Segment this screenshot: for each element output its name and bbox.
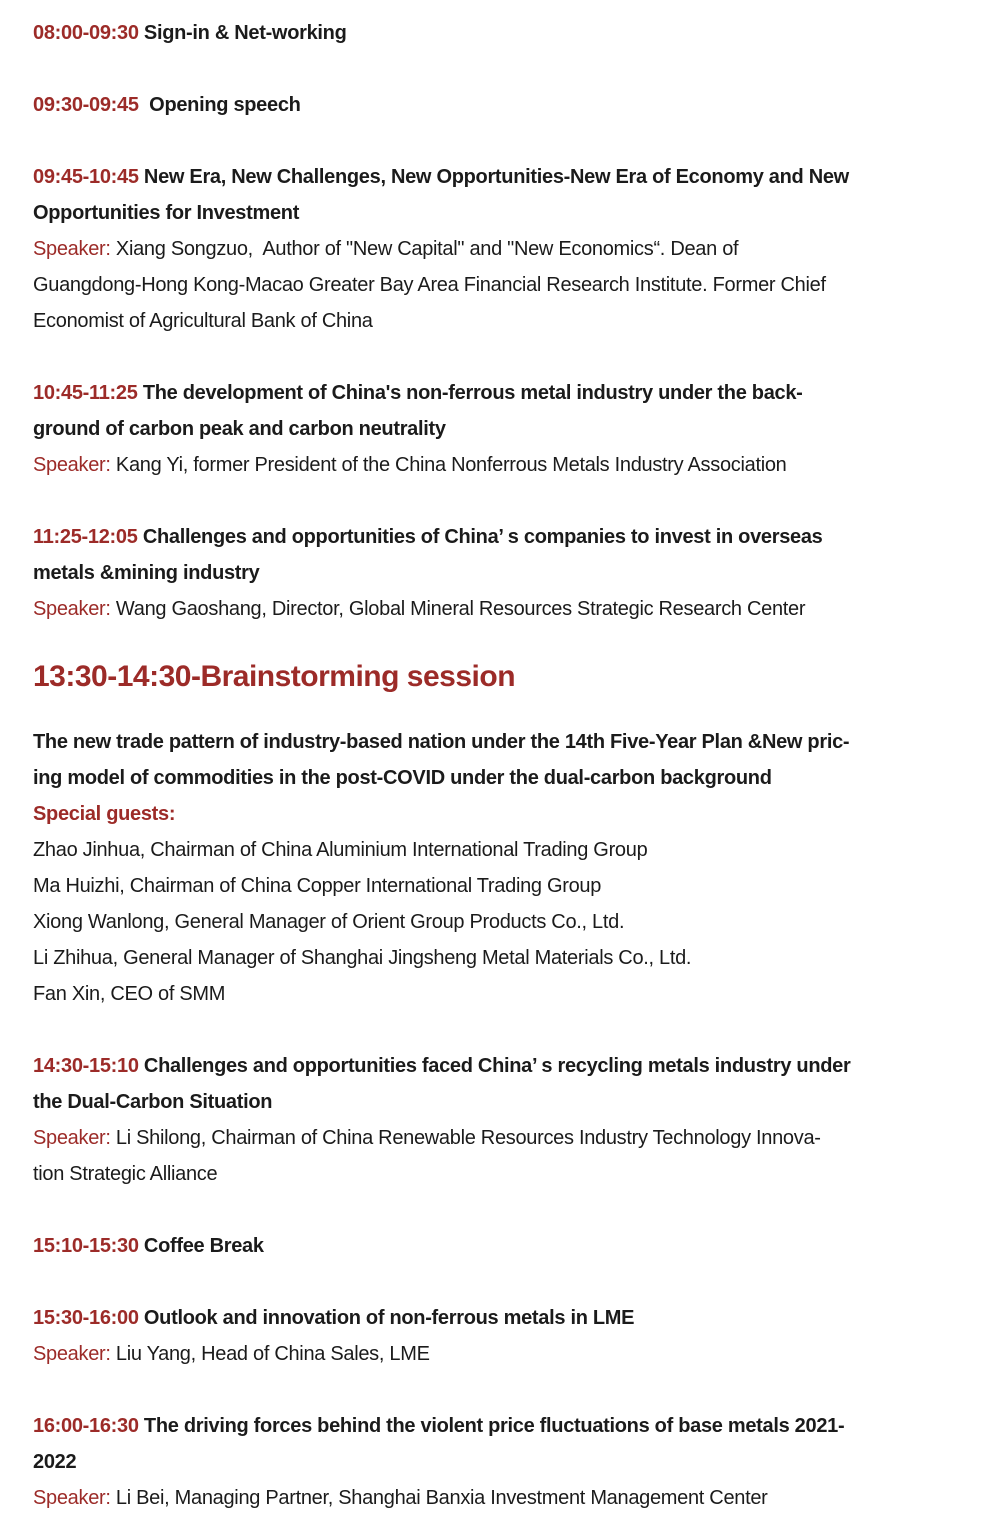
guest-name: Xiong Wanlong, General Manager of Orient Group Products Co., Ltd.	[33, 911, 625, 933]
session-time: 09:45-10:45	[33, 166, 139, 188]
agenda-line	[33, 267, 983, 303]
session-title-continued: ground of carbon peak and carbon neutrality	[33, 418, 446, 440]
speaker-text-continued: Guangdong-Hong Kong-Macao Greater Bay Area Financial Research Institute. Former Chief	[33, 274, 826, 296]
agenda-line	[33, 555, 983, 591]
agenda-line	[33, 724, 983, 760]
brainstorming-session	[33, 724, 983, 1012]
session-time: 08:00-09:30	[33, 22, 139, 44]
session-time: 16:00-16:30	[33, 1415, 139, 1437]
agenda-line	[33, 591, 983, 627]
session-topic: The new trade pattern of industry-based nation under the 14th Five-Year Plan &New pric-	[33, 731, 850, 753]
guest-name: Li Zhihua, General Manager of Shanghai Jingsheng Metal Materials Co., Ltd.	[33, 947, 692, 969]
brainstorming-section-heading	[33, 657, 983, 697]
agenda-line	[33, 231, 983, 267]
session-time: 11:25-12:05	[33, 526, 138, 548]
session-time: 15:30-16:00	[33, 1307, 139, 1329]
speaker-text: Kang Yi, former President of the China Nonferrous Metals Industry Association	[110, 454, 787, 476]
agenda-line	[33, 976, 983, 1012]
agenda-line	[33, 411, 983, 447]
speaker-label: Speaker:	[33, 1343, 111, 1365]
agenda-session	[33, 1228, 983, 1264]
session-time: 10:45-11:25	[33, 382, 138, 404]
section-heading: 13:30-14:30-Brainstorming session	[33, 660, 516, 693]
agenda-line	[33, 519, 983, 555]
special-guests-label: Special guests:	[33, 803, 176, 825]
agenda-line	[33, 15, 983, 51]
session-title: New Era, New Challenges, New Opportunities-New Era of Economy and New	[138, 166, 849, 188]
session-topic-continued: ing model of commodities in the post-COVID under the dual-carbon background	[33, 767, 772, 789]
agenda-line	[33, 195, 983, 231]
speaker-text: Li Bei, Managing Partner, Shanghai Banxia Investment Management Center	[110, 1487, 768, 1509]
agenda-line	[33, 1444, 983, 1480]
speaker-label: Speaker:	[33, 454, 111, 476]
speaker-text: Liu Yang, Head of China Sales, LME	[110, 1343, 430, 1365]
guest-name: Ma Huizhi, Chairman of China Copper International Trading Group	[33, 875, 602, 897]
agenda-line	[33, 1480, 983, 1516]
speaker-label: Speaker:	[33, 1487, 111, 1509]
session-time: 14:30-15:10	[33, 1055, 139, 1077]
agenda-session	[33, 1408, 983, 1516]
session-title: Opening speech	[138, 94, 301, 116]
session-title-continued: the Dual-Carbon Situation	[33, 1091, 273, 1113]
agenda-line	[33, 87, 983, 123]
speaker-label: Speaker:	[33, 1127, 111, 1149]
agenda-line	[33, 303, 983, 339]
speaker-text-continued: tion Strategic Alliance	[33, 1163, 218, 1185]
agenda-line	[33, 940, 983, 976]
agenda-session	[33, 375, 983, 483]
agenda-session	[33, 1048, 983, 1192]
agenda-session	[33, 159, 983, 339]
session-title: Challenges and opportunities of China’ s companies to invest in overseas	[137, 526, 823, 548]
agenda-line	[33, 904, 983, 940]
agenda-line	[33, 1228, 983, 1264]
agenda-line	[33, 868, 983, 904]
agenda-line	[33, 1408, 983, 1444]
agenda-line	[33, 796, 983, 832]
speaker-label: Speaker:	[33, 598, 111, 620]
session-title: The development of China's non-ferrous metal industry under the back-	[137, 382, 803, 404]
session-title-continued: Opportunities for Investment	[33, 202, 300, 224]
guest-name: Zhao Jinhua, Chairman of China Aluminium International Trading Group	[33, 839, 648, 861]
session-time: 15:10-15:30	[33, 1235, 139, 1257]
speaker-text: Li Shilong, Chairman of China Renewable Resources Industry Technology Innova-	[110, 1127, 821, 1149]
agenda-session	[33, 519, 983, 627]
agenda-session	[33, 87, 983, 123]
session-title: The driving forces behind the violent price fluctuations of base metals 2021-	[138, 1415, 845, 1437]
agenda-line	[33, 375, 983, 411]
session-time: 09:30-09:45	[33, 94, 139, 116]
agenda-session	[33, 1300, 983, 1372]
session-title-continued: metals &mining industry	[33, 562, 260, 584]
agenda-line	[33, 159, 983, 195]
speaker-label: Speaker:	[33, 238, 111, 260]
agenda-session	[33, 15, 983, 51]
agenda-line	[33, 1300, 983, 1336]
agenda-line	[33, 1048, 983, 1084]
agenda-line	[33, 1120, 983, 1156]
session-title: Sign-in & Net-working	[138, 22, 347, 44]
speaker-text: Wang Gaoshang, Director, Global Mineral Resources Strategic Research Center	[110, 598, 806, 620]
session-title: Outlook and innovation of non-ferrous metals in LME	[138, 1307, 635, 1329]
agenda-line	[33, 832, 983, 868]
agenda-line	[33, 447, 983, 483]
speaker-text-continued: Economist of Agricultural Bank of China	[33, 310, 373, 332]
guest-name: Fan Xin, CEO of SMM	[33, 983, 226, 1005]
session-title: Coffee Break	[138, 1235, 264, 1257]
session-title-continued: 2022	[33, 1451, 77, 1473]
agenda-line	[33, 760, 983, 796]
session-title: Challenges and opportunities faced China’ s recycling metals industry under	[138, 1055, 851, 1077]
agenda-line	[33, 1084, 983, 1120]
agenda-line	[33, 1336, 983, 1372]
speaker-text: Xiang Songzuo, Author of "New Capital" and "New Economics“. Dean of	[110, 238, 739, 260]
agenda-line	[33, 1156, 983, 1192]
